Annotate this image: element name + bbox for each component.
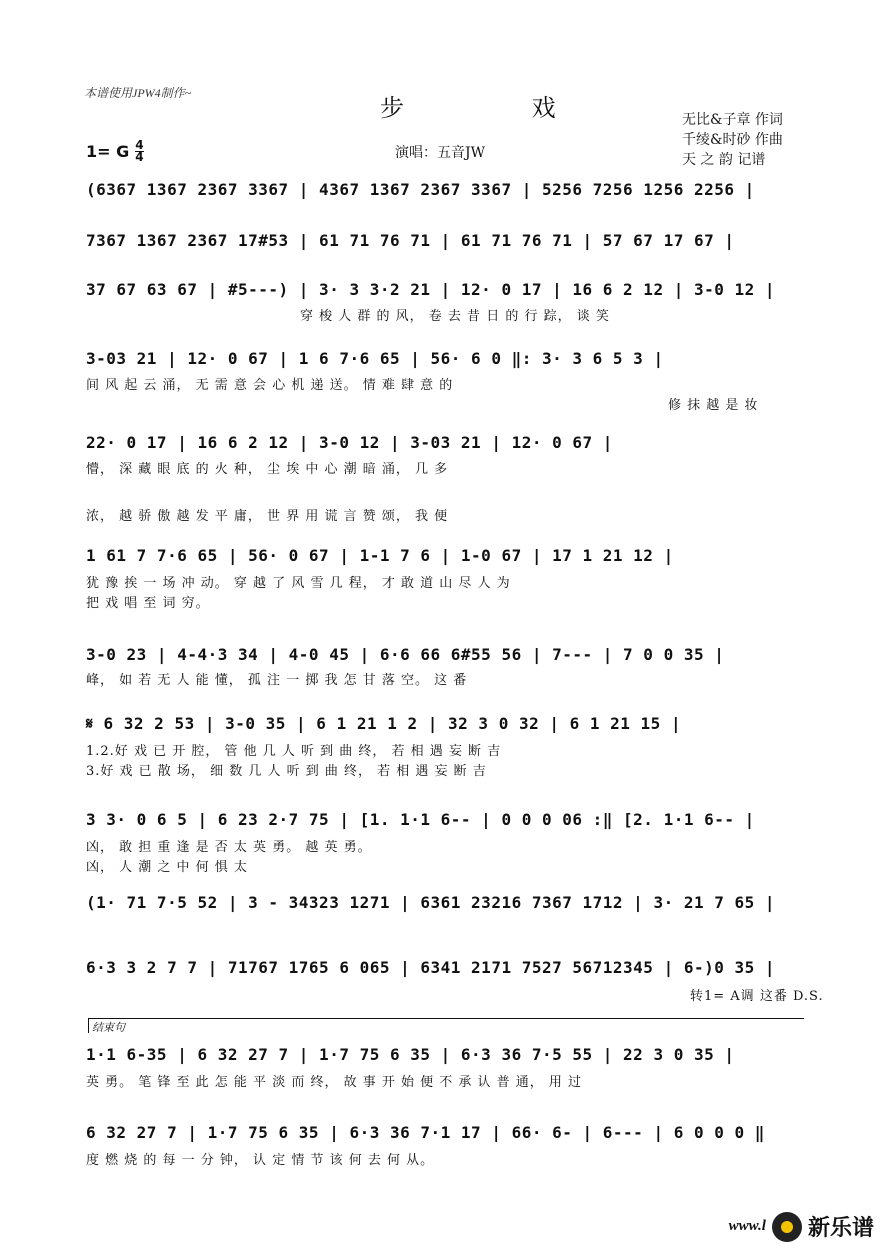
lyric-line-9b: 凶， 人 潮 之 中 何 惧 太 — [86, 860, 248, 875]
notation-line-8: 𝄋 6 32 2 53 | 3-0 35 | 6 1 21 1 2 | 32 3 0 32 | 6 1 21 15 | — [86, 714, 682, 733]
lyric-line-3: 穿 梭 人 群 的 风， 卷 去 昔 日 的 行 踪， 谈 笑 — [300, 309, 610, 324]
lyric-line-6: 犹 豫 挨 一 场 冲 动。 穿 越 了 风 雪 几 程， 才 敢 道 山 尽 人 为 — [86, 576, 511, 591]
notation-line-10: (1· 71 7·5 52 | 3 - 34323 1271 | 6361 23216 7367 1712 | 3· 21 7 65 | — [86, 893, 776, 912]
music-disc-icon — [772, 1212, 802, 1242]
lyric-line-8: 1.2.好 戏 已 开 腔， 管 他 几 人 听 到 曲 终， 若 相 遇 妄 断 吉 — [86, 744, 502, 759]
singer-credit: 演唱：五音JW — [395, 145, 486, 161]
credits — [682, 110, 783, 170]
notation-line-2: 7367 1367 2367 17#53 | 61 71 76 71 | 61 71 76 71 | 57 67 17 67 | — [86, 231, 735, 250]
time-signature-bottom: 4 — [135, 150, 144, 164]
lyric-line-8b: 3.好 戏 已 散 场， 细 数 几 人 听 到 曲 终， 若 相 遇 妄 断 吉 — [86, 764, 487, 779]
lyric-line-9: 凶， 敢 担 重 逢 是 否 太 英 勇。 越 英 勇。 — [86, 840, 372, 855]
notation-line-7: 3-0 23 | 4-4·3 34 | 4-0 45 | 6·6 66 6#55 56 | 7--- | 7 0 0 35 | — [86, 645, 725, 664]
site-watermark — [729, 1211, 874, 1242]
lyric-line-6b: 把 戏 唱 至 词 穷。 — [86, 596, 210, 611]
notation-line-13: 6 32 27 7 | 1·7 75 6 35 | 6·3 36 7·1 17 | 66· 6- | 6--- | 6 0 0 0 ‖ — [86, 1123, 765, 1142]
key-signature — [86, 140, 144, 163]
ending-label: 结束句 — [92, 1021, 125, 1034]
lyric-line-7: 峰， 如 若 无 人 能 懂， 孤 注 一 掷 我 怎 甘 落 空。 这 番 — [86, 673, 468, 688]
composer-credit: 千绫&时砂 作曲 — [682, 132, 783, 148]
key-label: 1= G — [86, 142, 130, 161]
notation-line-5: 22· 0 17 | 16 6 2 12 | 3-0 12 | 3-03 21 | 12· 0 67 | — [86, 433, 613, 452]
lyric-line-5: 懵， 深 藏 眼 底 的 火 种， 尘 埃 中 心 潮 暗 涌， 几 多 — [86, 462, 449, 477]
watermark-url: www.l — [728, 1218, 766, 1234]
time-signature-top: 4 — [135, 138, 144, 152]
notation-line-11: 6·3 3 2 7 7 | 71767 1765 6 065 | 6341 2171 7527 56712345 | 6-)0 35 | — [86, 958, 776, 977]
software-note: 本谱使用JPW4制作~ — [84, 86, 192, 100]
transcriber-credit: 天 之 韵 记谱 — [682, 152, 766, 168]
lyric-line-5b: 浓， 越 骄 傲 越 发 平 庸， 世 界 用 谎 言 赞 颂， 我 便 — [86, 509, 449, 524]
notation-line-6: 1 61 7 7·6 65 | 56· 0 67 | 1-1 7 6 | 1-0 67 | 17 1 21 12 | — [86, 546, 674, 565]
lyric-line-4: 间 风 起 云 涌， 无 需 意 会 心 机 递 送。 情 难 肆 意 的 — [86, 378, 454, 393]
notation-line-12: 1·1 6-35 | 6 32 27 7 | 1·7 75 6 35 | 6·3 36 7·5 55 | 22 3 0 35 | — [86, 1045, 735, 1064]
lyric-line-12: 英 勇。 笔 锋 至 此 怎 能 平 淡 而 终， 故 事 开 始 便 不 承 认 普 通， 用 过 — [86, 1075, 583, 1090]
notation-line-3: 37 67 63 67 | #5---) | 3· 3 3·2 21 | 12· 0 17 | 16 6 2 12 | 3-0 12 | — [86, 280, 776, 299]
notation-line-1: (6367 1367 2367 3367 | 4367 1367 2367 3367 | 5256 7256 1256 2256 | — [86, 180, 755, 199]
lyric-line-11: 转1= A调 这番 D.S. — [690, 989, 824, 1004]
ending-bracket — [88, 1018, 804, 1033]
notation-line-4: 3-03 21 | 12· 0 67 | 1 6 7·6 65 | 56· 6 0 ‖: 3· 3 6 5 3 | — [86, 349, 664, 368]
lyric-line-13: 度 燃 烧 的 每 一 分 钟， 认 定 情 节 该 何 去 何 从。 — [86, 1153, 435, 1168]
notation-line-9: 3 3· 0 6 5 | 6 23 2·7 75 | [1. 1·1 6-- | 0 0 0 06 :‖ [2. 1·1 6-- | — [86, 810, 755, 829]
lyric-line-4b: 修 抹 越 是 妆 — [668, 398, 759, 413]
watermark-name: 新乐谱 — [807, 1216, 874, 1241]
song-title: 步 戏 — [380, 94, 616, 122]
time-signature — [135, 140, 143, 163]
lyricist-credit: 无比&子章 作词 — [682, 112, 783, 128]
